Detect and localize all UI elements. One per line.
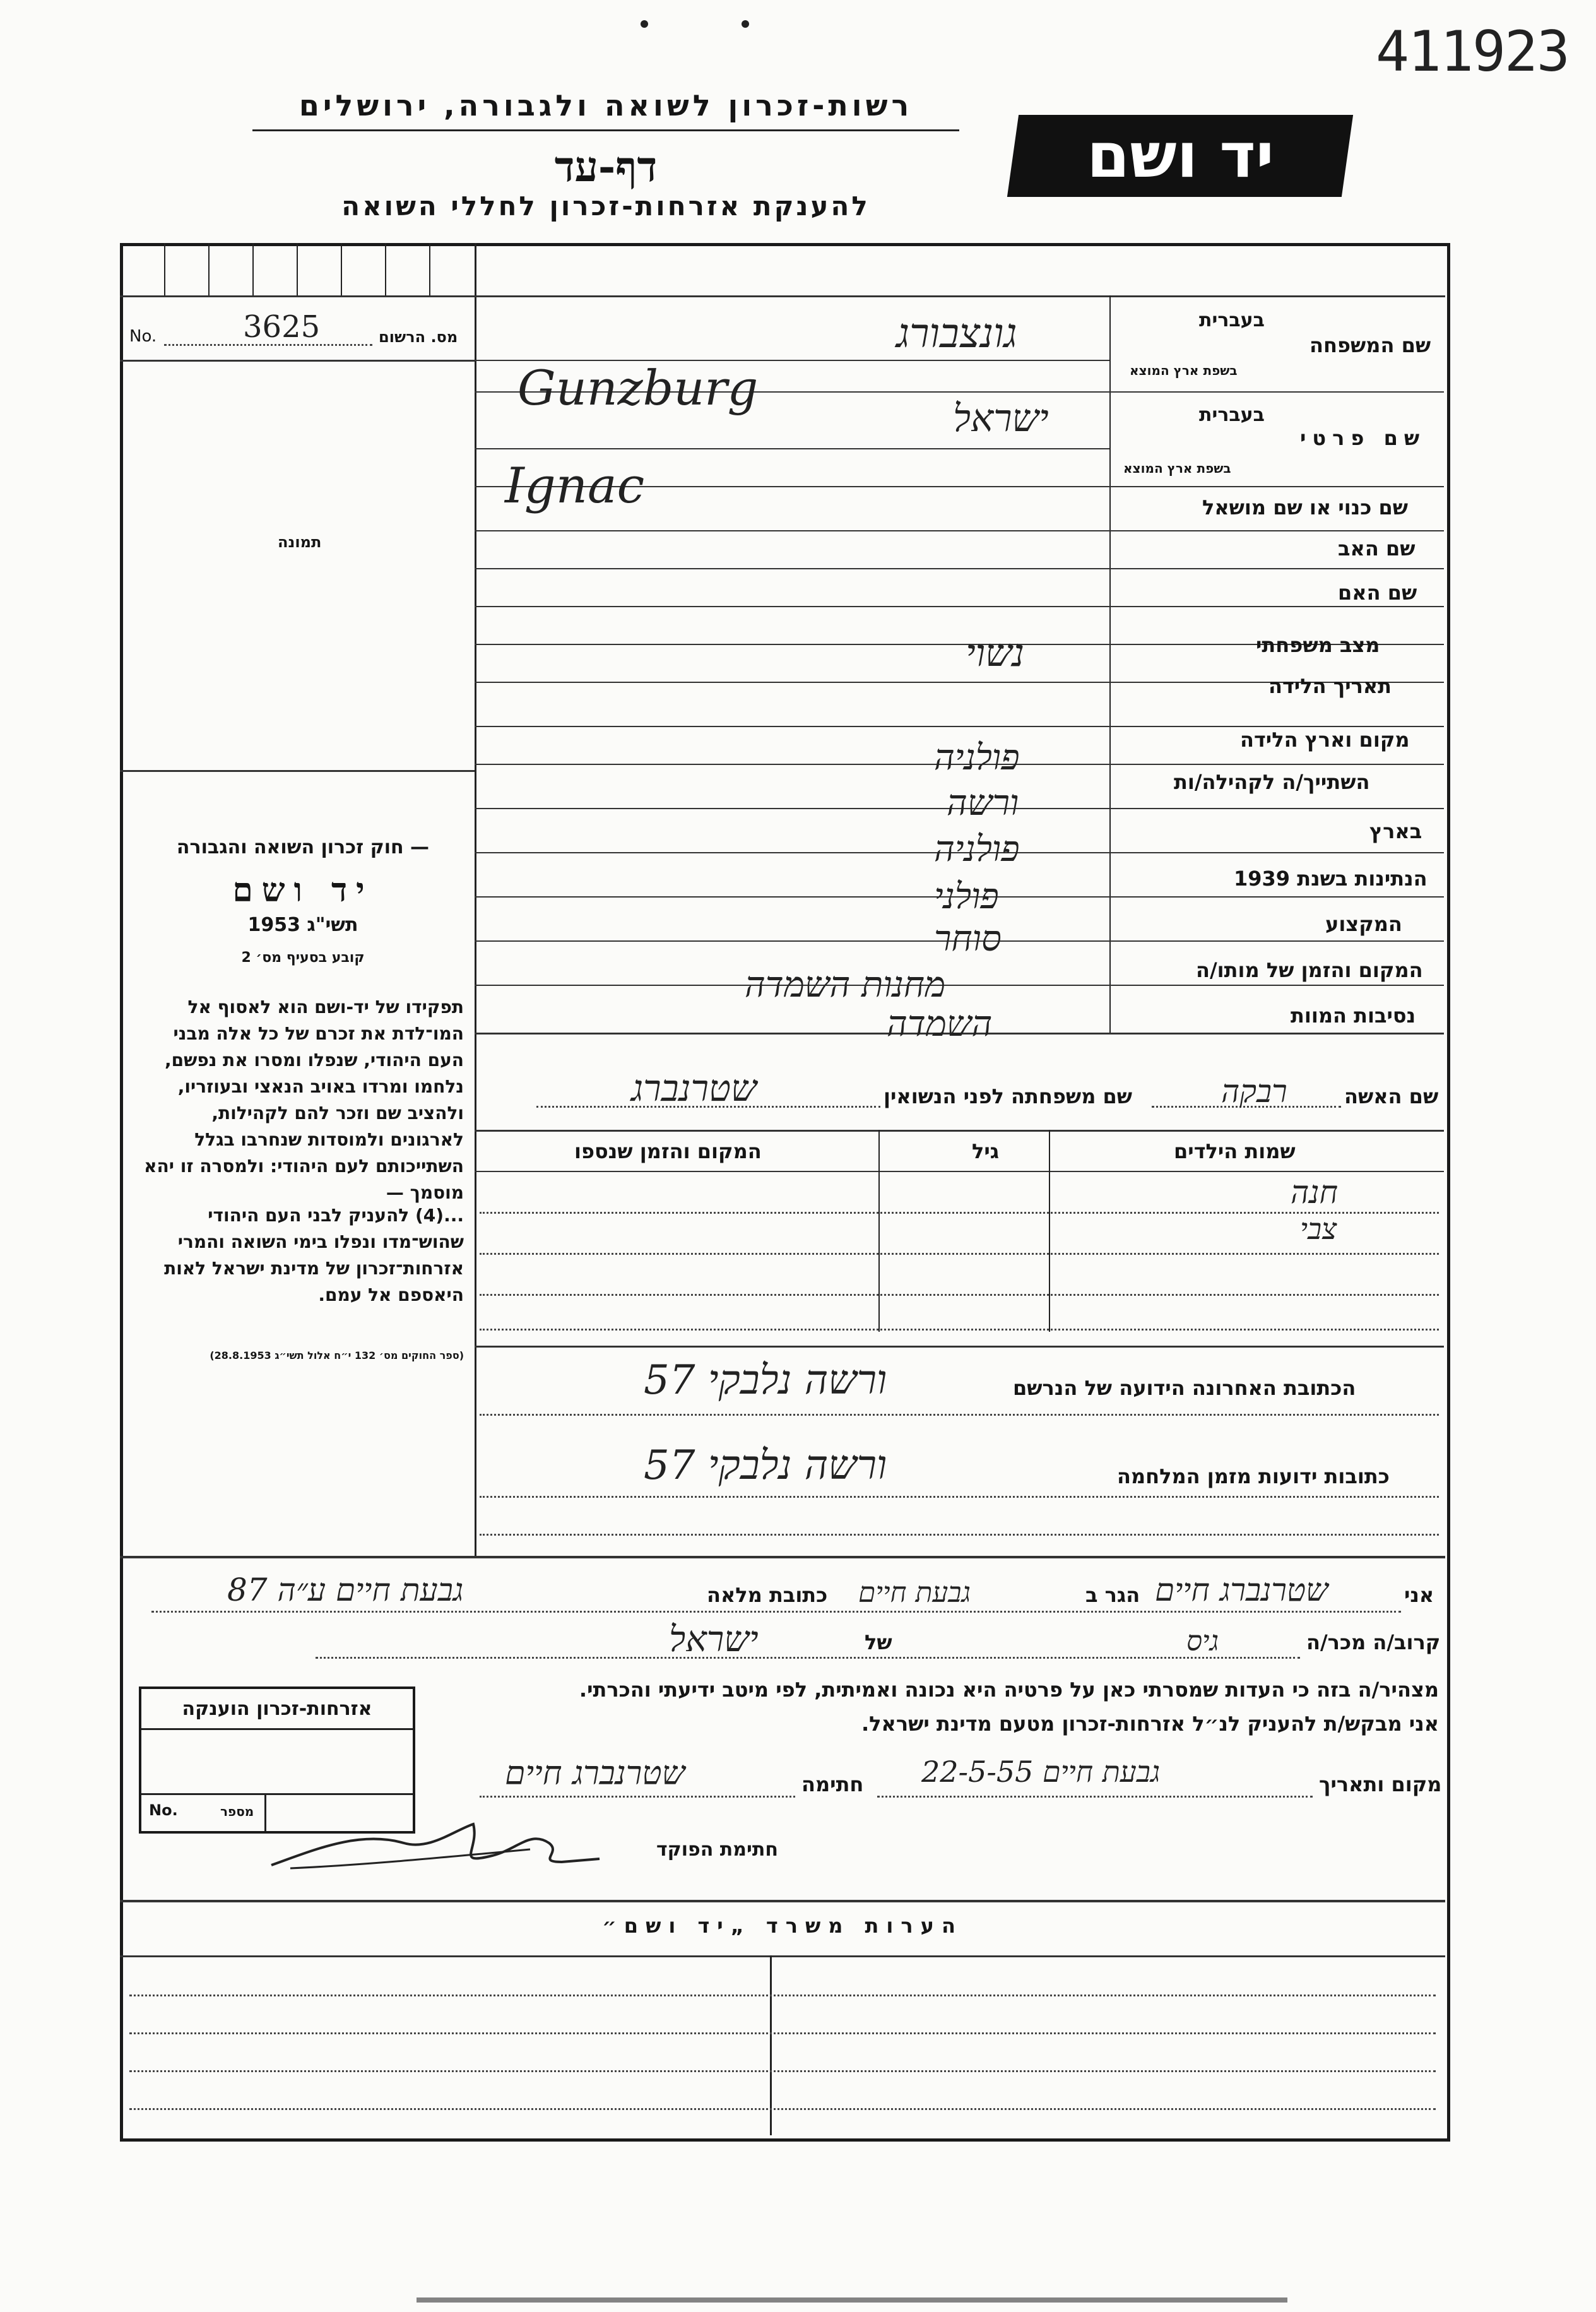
row-line (475, 726, 1444, 727)
last-address-dots (480, 1414, 1439, 1416)
children-bottom (475, 1346, 1444, 1348)
child-name: צבי (1300, 1212, 1337, 1246)
cell-div (208, 243, 210, 295)
registration-no-label: No. (129, 327, 157, 346)
birth-date-label: תאריך הלידה (1268, 674, 1392, 698)
citizenship-box-no: No. (149, 1801, 178, 1819)
family-name-label: שם המשפחה (1309, 333, 1431, 357)
family-name-hebrew-value: גונצבורג (896, 311, 1017, 357)
row-line (475, 530, 1444, 531)
of-label: של (865, 1630, 892, 1654)
form-title: דף-עד (554, 142, 658, 191)
authority-title: רשות-זכרון לשואה ולגבורה, ירושלים (299, 88, 913, 122)
signature-dots (480, 1796, 795, 1798)
signature-value: שטרנברג חיים (505, 1755, 685, 1793)
death-place-label: המקום והזמן של מותו/ה (1196, 958, 1423, 982)
marital-label: מצב משפחתי (1256, 633, 1380, 657)
citizenship-box-title: אזרחות-זכרון הוענקה (182, 1698, 372, 1720)
death-circumstances-label: נסיבות המוות (1291, 1004, 1416, 1028)
death-circumstances-value: השמדה (887, 1004, 993, 1045)
office-notes-header-bottom (120, 1955, 1445, 1957)
logo-text: יד ושם (1086, 120, 1274, 192)
first-name-hebrew-value: ישראל (953, 396, 1049, 441)
last-address-label: הכתובת האחרונה הידועה של הנרשם (1013, 1376, 1356, 1400)
officer-signature-label: חתימת הפוקד (656, 1839, 778, 1861)
cell-div (252, 243, 254, 295)
first-name-hebrew-label: בעברית (1199, 404, 1265, 426)
row-line (475, 606, 1444, 607)
office-notes-line (129, 2070, 1436, 2072)
death-place-value: מחנות השמדה (745, 964, 946, 1005)
maiden-name-label: שם משפחתה לפני הנשואין (884, 1084, 1133, 1108)
community-label: השתייך/ה לקהילה/ות (1174, 770, 1370, 794)
cell-div (341, 243, 342, 295)
marital-value: נשוי (966, 631, 1025, 675)
signature-label: חתימה (801, 1772, 864, 1796)
citizenship-box-cell-top (141, 1793, 413, 1795)
column-divider (475, 243, 476, 1556)
community-value: ורשה (947, 783, 1019, 824)
law-paragraph-1: תפקידו של יד-ושם הוא לאסוף אל המו־לדת את זכרם של כל אלה מבני העם היהודי, שנפלו ומסרו את נפשם, נלחמו ומרדו באויב הנאצי ובעוזריו, ולהציב שם וזכר להם לקהילות, לארגונים ולמוסדות שנחרבו בגלל השתייכותם לעם היהודי: ולמסרה זו יהא מוסמך — (144, 997, 464, 1203)
place-date-value: גבעת חיים 22-5-55 (921, 1755, 1161, 1789)
declarant-resides-label: הגר ב (1085, 1583, 1140, 1607)
citizenship-value: פולני (934, 876, 999, 917)
authority-underline (252, 129, 959, 131)
citizenship-granted-box (139, 1687, 415, 1834)
nickname-label: שם כנוי או שם מושאל (1202, 495, 1409, 519)
children-col-div (1049, 1130, 1050, 1332)
office-notes-line (129, 2032, 1436, 2034)
birth-place-value: פולניה (934, 737, 1020, 778)
registration-value: 3625 (243, 309, 321, 345)
top-cells-bottom (120, 295, 1445, 297)
first-name-origin-value: Ignac (505, 458, 645, 514)
profession-value: סוחר (934, 918, 1002, 959)
family-name-origin-value: Gunzburg (517, 360, 759, 416)
relation-row-dots (316, 1657, 1300, 1659)
profession-label: המקצוע (1325, 912, 1402, 936)
children-header-bottom (475, 1171, 1444, 1172)
row-line (475, 568, 1444, 569)
war-address-dots (480, 1534, 1439, 1536)
child-row-line (480, 1253, 1439, 1255)
children-age-header: גיל (972, 1139, 1000, 1163)
law-title: חוק זכרון השואה והגבורה — (176, 836, 430, 858)
declaration-line-1: מצהיר/ה בזה כי העדות שמסרתי כאן על פרטיה היא נכונה ואמיתית, לפי מיטב ידיעתי והכרתי. (579, 1678, 1439, 1702)
row-line (475, 985, 1444, 986)
label-divider (1109, 295, 1111, 1033)
top-mark (742, 20, 749, 28)
declarant-i-label: אני (1404, 1583, 1434, 1607)
child-name: חנה (1291, 1174, 1339, 1211)
citizenship-label: הנתינות בשנת 1939 (1234, 867, 1428, 891)
first-name-origin-label: בשפת ארץ המוצא (1123, 461, 1231, 476)
family-name-origin-label: בשפת ארץ המוצא (1130, 363, 1238, 378)
cell-div (164, 243, 165, 295)
relation-label: קרוב/ה מכר/ה (1306, 1630, 1441, 1654)
declarant-address-value: גבעת חיים ע״ה 87 (227, 1572, 464, 1608)
scan-edge-artifact (417, 2297, 1287, 2303)
wife-value: רבקה (1221, 1073, 1287, 1110)
child-row-line (480, 1212, 1439, 1214)
children-names-header: שמות הילדים (1174, 1139, 1296, 1163)
of-value: ישראל (669, 1619, 759, 1660)
relation-value: גיס (1186, 1625, 1219, 1657)
wife-label: שם האשה (1344, 1084, 1439, 1108)
place-date-label: מקום ותאריך (1319, 1772, 1442, 1796)
first-name-label: שם פרטי (1300, 426, 1426, 450)
declaration-line-2: אני מבקש/ת להעניק לנ״ל אזרחות-זכרון מטעם מדינת ישראל. (861, 1712, 1439, 1736)
declarant-address-label: כתובת מלאה (707, 1583, 828, 1607)
cell-div (297, 243, 298, 295)
top-mark (641, 20, 648, 28)
declarant-row-dots (151, 1611, 1401, 1613)
office-notes-top (120, 1900, 1445, 1902)
section-divider (120, 1556, 1445, 1558)
law-section: קובע בסעיף מס׳ 2 (241, 950, 365, 966)
child-row-line (480, 1294, 1439, 1296)
office-notes-title: הערות משרד „יד ושם״ (602, 1914, 963, 1938)
office-notes-line (129, 2108, 1436, 2110)
citizenship-box-number-label: מספר (220, 1804, 254, 1819)
declarant-i-value: שטרנברג חיים (1155, 1572, 1328, 1608)
war-address-value: ורשה נלבקי 57 (644, 1442, 887, 1489)
citizenship-box-divider (141, 1728, 413, 1730)
form-subtitle: להענקת אזרחות-זכרון לחללי השואה (341, 191, 870, 222)
family-name-hebrew-label: בעברית (1199, 309, 1265, 331)
cell-div (429, 243, 430, 295)
child-row-line (480, 1329, 1439, 1331)
country-value: פולניה (934, 829, 1020, 870)
citizenship-box-cell (264, 1793, 266, 1831)
signature-stroke (290, 1849, 530, 1868)
yad-vashem-logo (1007, 115, 1353, 197)
birth-place-label: מקום וארץ הלידה (1240, 728, 1410, 752)
father-label: שם האב (1338, 537, 1416, 560)
war-address-dots (480, 1496, 1439, 1498)
place-date-dots (877, 1796, 1313, 1798)
declarant-resides-value: גבעת חיים (858, 1577, 971, 1609)
photo-label: תמונה (278, 533, 322, 551)
law-year: תשי"ג 1953 (247, 914, 358, 936)
photo-bottom (120, 770, 475, 772)
last-address-value: ורשה נלבקי 57 (644, 1357, 887, 1404)
war-address-label: כתובות ידועות מזמן המלחמה (1117, 1464, 1390, 1488)
country-label: בארץ (1369, 819, 1422, 843)
mother-label: שם האם (1338, 581, 1417, 605)
office-notes-line (129, 1995, 1436, 1996)
document-number: 411923 (1376, 19, 1569, 84)
registration-label: מס. הרשום (379, 328, 458, 346)
row-line (475, 448, 1109, 449)
maiden-name-value: שטרנברג (631, 1067, 757, 1110)
law-name: יד ושם (232, 871, 374, 910)
wife-row-bottom (475, 1130, 1444, 1132)
registration-row-bottom (120, 360, 475, 362)
children-place-header: המקום והזמן שנספו (574, 1139, 762, 1163)
law-reference: (ספר החוקים מס׳ 132 י״ח אלול תשי״ג 28.8.1953) (210, 1349, 464, 1361)
children-col-div (878, 1130, 880, 1332)
cell-div (385, 243, 386, 295)
law-paragraph-2: ...(4) להעניק לבני העם היהודי שהוש־מדו ונפלו בימי השואה והמרי אזרחות־זכרון של מדינת ישראל לאות היאספם אל עמם. (164, 1205, 464, 1305)
